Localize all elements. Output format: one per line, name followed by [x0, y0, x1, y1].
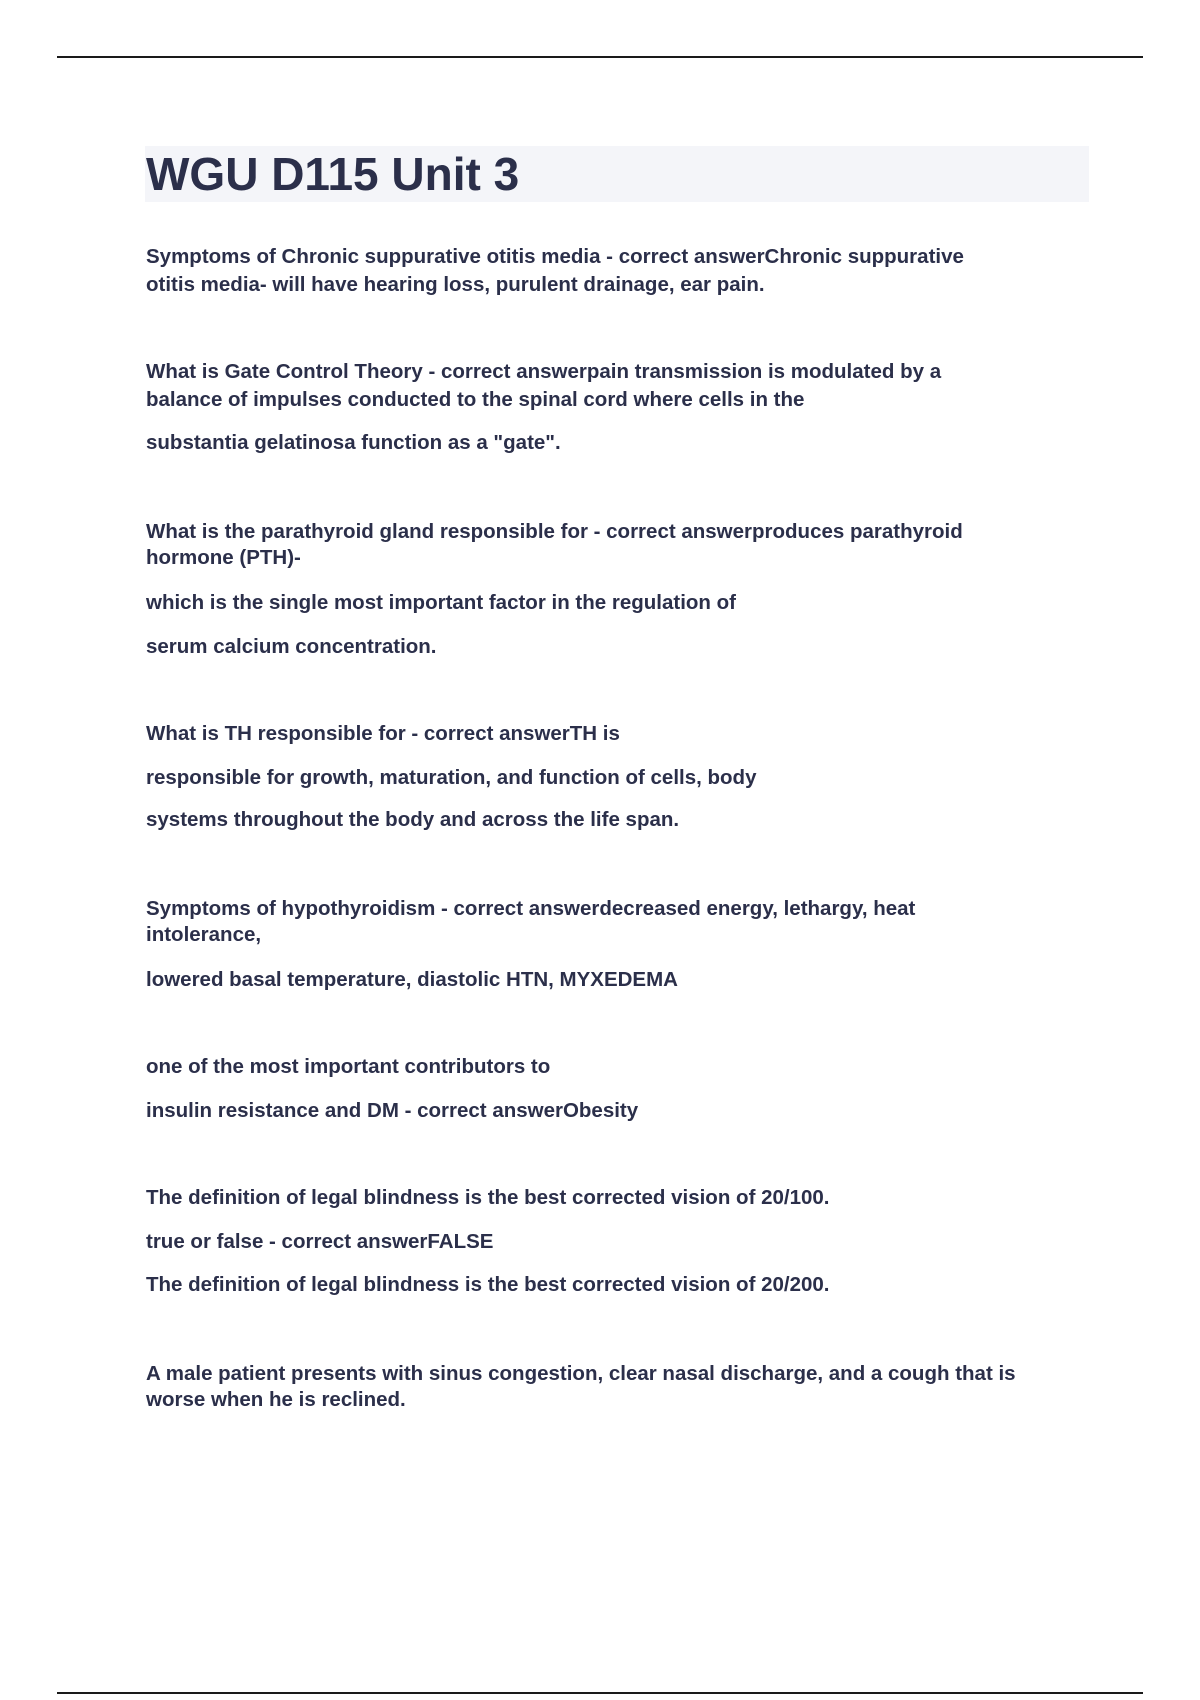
- text-line: The definition of legal blindness is the best corrected vision of 20/100.: [146, 1186, 830, 1209]
- text-line: What is TH responsible for - correct answerTH is: [146, 722, 620, 745]
- text-line: insulin resistance and DM - correct answerObesity: [146, 1099, 639, 1122]
- text-line: responsible for growth, maturation, and function of cells, body: [146, 766, 757, 789]
- text-line: What is the parathyroid gland responsible for - correct answerproduces parathyroid: [146, 520, 963, 543]
- top-rule: [57, 56, 1143, 58]
- text-line: A male patient presents with sinus congestion, clear nasal discharge, and a cough that is: [146, 1362, 1016, 1385]
- text-line: systems throughout the body and across the life span.: [146, 808, 680, 831]
- text-line: otitis media- will have hearing loss, purulent drainage, ear pain.: [146, 273, 765, 296]
- text-line: intolerance,: [146, 923, 262, 946]
- text-line: lowered basal temperature, diastolic HTN, MYXEDEMA: [146, 968, 678, 991]
- text-line: true or false - correct answerFALSE: [146, 1230, 494, 1253]
- text-line: Symptoms of Chronic suppurative otitis media - correct answerChronic suppurative: [146, 245, 964, 268]
- text-line: worse when he is reclined.: [146, 1388, 406, 1411]
- text-line: Symptoms of hypothyroidism - correct answerdecreased energy, lethargy, heat: [146, 897, 916, 920]
- text-line: substantia gelatinosa function as a "gate".: [146, 431, 561, 454]
- page-title: WGU D115 Unit 3: [146, 148, 520, 200]
- text-line: which is the single most important factor in the regulation of: [146, 591, 736, 614]
- text-line: The definition of legal blindness is the best corrected vision of 20/200.: [146, 1273, 830, 1296]
- text-line: hormone (PTH)-: [146, 546, 301, 569]
- text-line: serum calcium concentration.: [146, 635, 437, 658]
- text-line: What is Gate Control Theory - correct answerpain transmission is modulated by a: [146, 360, 942, 383]
- bottom-rule: [57, 1692, 1143, 1694]
- text-line: one of the most important contributors to: [146, 1055, 551, 1078]
- text-line: balance of impulses conducted to the spinal cord where cells in the: [146, 388, 805, 411]
